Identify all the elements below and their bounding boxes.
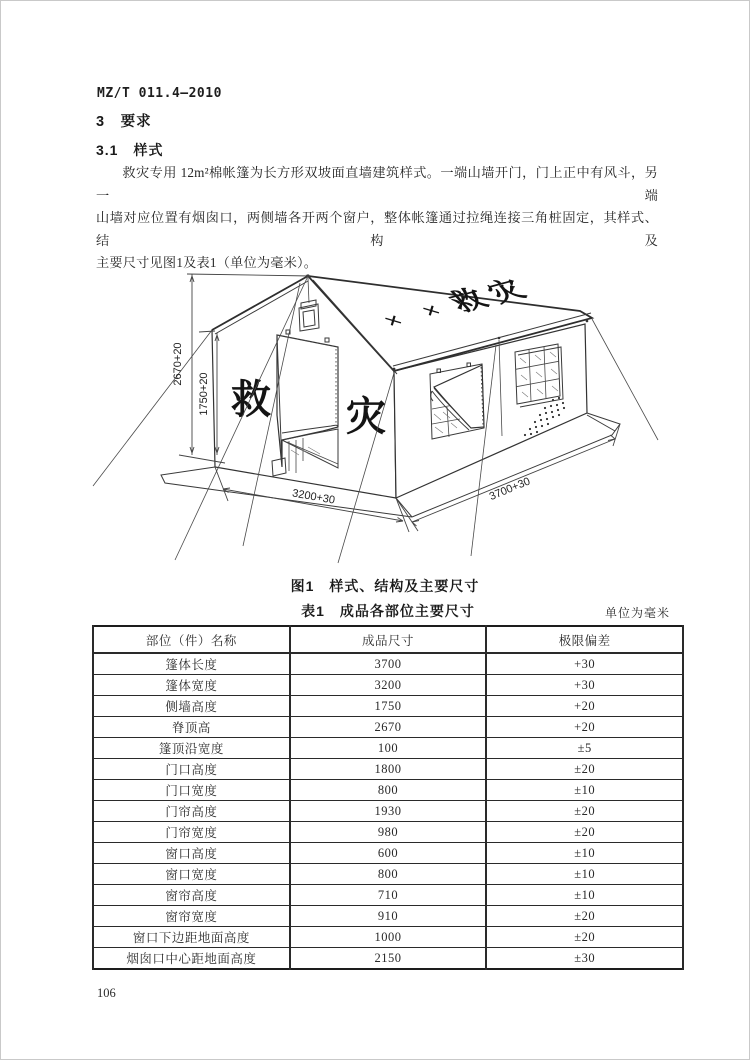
table-cell: ±10 (486, 843, 683, 864)
paragraph-line: 山墙对应位置有烟囱口，两侧墙各开两个窗户，整体帐篷通过拉绳连接三角桩固定，其样式、结构及 (96, 210, 658, 248)
table-row (93, 675, 683, 696)
table-cell: ±20 (486, 759, 683, 780)
table-cell: ±20 (486, 906, 683, 927)
table-cell: 2670 (290, 717, 487, 738)
eave-tie-point (498, 337, 501, 340)
table-cell: 710 (290, 885, 487, 906)
table-cell: 窗口高度 (93, 843, 290, 864)
table-cell: 980 (290, 822, 487, 843)
table-cell: 910 (290, 906, 487, 927)
spec-table-body (93, 653, 683, 969)
table-cell: 篷体长度 (93, 653, 290, 675)
table-cell: ±20 (486, 801, 683, 822)
table-cell: ±10 (486, 780, 683, 801)
table-row (93, 927, 683, 948)
table-cell: 烟囱口中心距地面高度 (93, 948, 290, 970)
table-cell: 脊顶高 (93, 717, 290, 738)
tent-technical-drawing (75, 228, 695, 573)
table-cell: 门帘宽度 (93, 822, 290, 843)
table-cell: +20 (486, 717, 683, 738)
table-cell: ±30 (486, 948, 683, 970)
table-row (93, 885, 683, 906)
table-cell: 600 (290, 843, 487, 864)
table-cell: 100 (290, 738, 487, 759)
table-cell: 窗口宽度 (93, 864, 290, 885)
roof-slogan (376, 275, 532, 333)
table-cell: +30 (486, 653, 683, 675)
table-row (93, 738, 683, 759)
table-cell: 门口高度 (93, 759, 290, 780)
table-cell: 3200 (290, 675, 487, 696)
table-cell: 门口宽度 (93, 780, 290, 801)
table-cell: ±10 (486, 864, 683, 885)
gable-char-right: 灾 (346, 394, 386, 439)
table-header-cell: 部位（件）名称 (93, 626, 290, 653)
table-cell: 800 (290, 780, 487, 801)
table-cell: 1800 (290, 759, 487, 780)
roof-char: × (376, 307, 411, 334)
table-cell: 窗帘高度 (93, 885, 290, 906)
table-unit-note: 单位为毫米 (604, 606, 670, 620)
roof-char: 救 (443, 284, 495, 318)
dim-label-total-height: 2670+20 (172, 342, 184, 386)
table-row (93, 948, 683, 970)
table-row (93, 864, 683, 885)
paragraph-line: 主要尺寸见图1及表1（单位为毫米）。 (96, 255, 318, 270)
dim-label-wall-height: 1750+20 (198, 372, 210, 416)
figure-1-tent-drawing (75, 228, 695, 573)
table-cell: 窗口下边距地面高度 (93, 927, 290, 948)
spec-table-head (93, 626, 683, 653)
table-cell: 800 (290, 864, 487, 885)
table-cell: 篷体宽度 (93, 675, 290, 696)
spec-table (92, 625, 684, 970)
page-number: 106 (97, 986, 116, 1000)
table-cell: ±20 (486, 822, 683, 843)
table-row (93, 696, 683, 717)
eave-tie-point (586, 320, 589, 323)
table-title: 表1 成品各部位主要尺寸 (301, 603, 475, 619)
table-cell: 2150 (290, 948, 487, 970)
table-row (93, 843, 683, 864)
table-cell: 1000 (290, 927, 487, 948)
subsection-heading: 3.1 样式 (96, 142, 164, 158)
table-cell: 1750 (290, 696, 487, 717)
table-cell: ±20 (486, 927, 683, 948)
dim-label-side-length: 3700+30 (487, 475, 533, 504)
table-header-cell: 极限偏差 (486, 626, 683, 653)
table-row (93, 653, 683, 675)
table-cell: 侧墙高度 (93, 696, 290, 717)
table-row (93, 822, 683, 843)
roof-char: 灾 (481, 275, 533, 309)
paragraph-line: 救灾专用 12m²棉帐篷为长方形双坡面直墙建筑样式。一端山墙开门，门上正中有风斗，另一端 (96, 165, 658, 203)
table-row (93, 906, 683, 927)
table-cell: ±5 (486, 738, 683, 759)
roof-char: × (414, 297, 449, 324)
table-row (93, 801, 683, 822)
table-cell: +30 (486, 675, 683, 696)
table-row (93, 780, 683, 801)
gable-char-left: 救 (231, 377, 271, 422)
table-header-row (93, 626, 683, 653)
table-cell: 1930 (290, 801, 487, 822)
table-row (93, 717, 683, 738)
section-heading: 3 要求 (96, 114, 152, 130)
table-cell: 3700 (290, 653, 487, 675)
table-cell: 篷顶沿宽度 (93, 738, 290, 759)
table-cell: +20 (486, 696, 683, 717)
table-cell: 窗帘宽度 (93, 906, 290, 927)
table-row (93, 759, 683, 780)
dim-label-front-width: 3200+30 (291, 487, 336, 507)
table-cell: ±10 (486, 885, 683, 906)
eave-tie-point (393, 368, 396, 371)
figure-caption: 图1 样式、结构及主要尺寸 (290, 578, 480, 594)
table-cell: 门帘高度 (93, 801, 290, 822)
doc-number: MZ/T 011.4—2010 (97, 86, 222, 101)
table-header-cell: 成品尺寸 (290, 626, 487, 653)
